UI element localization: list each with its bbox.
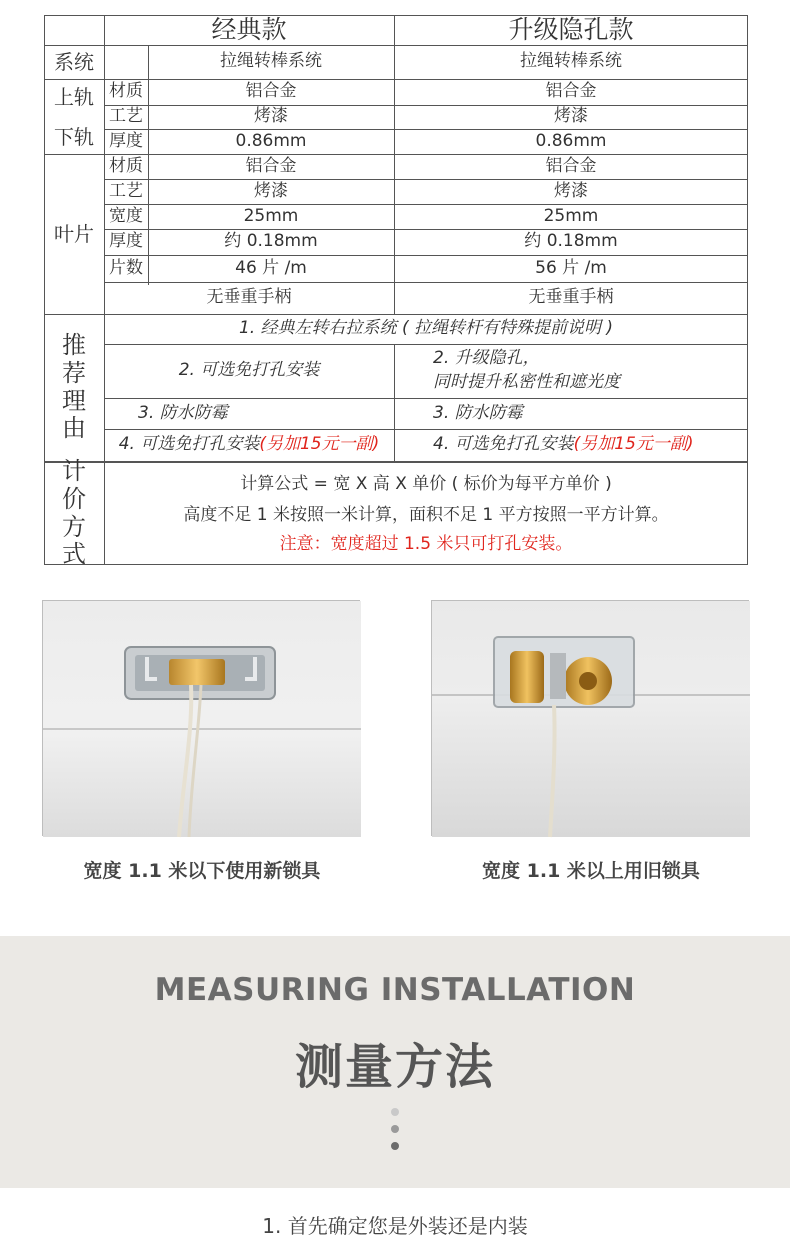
reason-3-classic: 3. 防水防霉 — [138, 402, 228, 423]
system-label: 系统 — [54, 49, 94, 74]
rail-label-bottom: 下轨 — [54, 124, 94, 149]
pricing-note: 注意：宽度超过 1.5 米只可打孔安装。 — [279, 534, 573, 555]
new-lock-caption: 宽度 1.1 米以下使用新锁具 — [83, 860, 321, 882]
rail-classic: 烤漆 — [254, 106, 288, 127]
blade-upgrade: 烤漆 — [554, 180, 588, 201]
blade-upgrade: 25mm — [543, 205, 599, 226]
handle-upgrade: 无垂重手柄 — [528, 287, 614, 308]
old-lock-photo — [431, 600, 749, 836]
blade-attr: 材质 — [109, 155, 143, 176]
blade-upgrade: 约 0.18mm — [524, 231, 618, 252]
reasons-label-char: 理 — [62, 386, 86, 415]
reason-4-extra: (另加15元一副) — [573, 434, 694, 455]
new-lock-illustration — [43, 601, 361, 837]
dot-icon — [391, 1108, 399, 1116]
system-classic: 拉绳转棒系统 — [220, 51, 322, 72]
reason-4-text: 4. 可选免打孔安装 — [433, 434, 574, 455]
system-upgrade: 拉绳转棒系统 — [520, 51, 622, 72]
table-border-bottom — [44, 564, 748, 565]
step-1-text: 1. 首先确定您是外装还是内装 — [262, 1214, 528, 1238]
pricing-formula: 计算公式 = 宽 X 高 X 单价 ( 标价为每平方单价 ) — [240, 474, 612, 495]
col-divider — [394, 344, 395, 461]
rail-upgrade: 烤漆 — [554, 106, 588, 127]
old-lock-illustration — [432, 601, 750, 837]
handle-classic: 无垂重手柄 — [206, 287, 292, 308]
reason-2-classic: 2. 可选免打孔安装 — [178, 360, 320, 381]
old-lock-caption: 宽度 1.1 米以上用旧锁具 — [482, 860, 700, 882]
rail-classic: 铝合金 — [245, 81, 297, 102]
reasons-label-char: 荐 — [62, 358, 86, 387]
rail-attr: 材质 — [109, 81, 143, 102]
blade-label: 叶片 — [54, 221, 94, 246]
pricing-label-char: 方 — [62, 512, 86, 541]
pricing-label — [44, 457, 104, 569]
row-divider — [44, 461, 748, 463]
dot-icon — [391, 1142, 399, 1150]
blade-attr: 工艺 — [109, 180, 143, 201]
rail-upgrade: 0.86mm — [535, 130, 607, 151]
blade-classic: 烤漆 — [254, 180, 288, 201]
measuring-section — [0, 936, 790, 1188]
rail-label-top: 上轨 — [54, 84, 94, 109]
rail-upgrade: 铝合金 — [545, 81, 597, 102]
blade-attr: 片数 — [109, 257, 143, 278]
pricing-label-char: 式 — [62, 540, 86, 569]
header-classic: 经典款 — [211, 15, 287, 45]
rail-attr: 厚度 — [109, 130, 143, 151]
rail-classic: 0.86mm — [235, 130, 307, 151]
measuring-title-cn: 测量方法 — [294, 1039, 495, 1095]
reason-2-upgrade-line1: 2. 升级隐孔， — [433, 348, 540, 369]
header-upgrade: 升级隐孔款 — [508, 15, 634, 45]
blade-upgrade: 铝合金 — [545, 155, 597, 176]
rail-attr: 工艺 — [109, 106, 143, 127]
reasons-label-char: 由 — [62, 414, 86, 443]
spec-table — [44, 15, 748, 569]
measuring-title-en: MEASURING INSTALLATION — [154, 972, 636, 1008]
dot-icon — [391, 1125, 399, 1133]
blade-classic: 25mm — [243, 205, 299, 226]
pricing-label-char: 计 — [62, 457, 86, 486]
reasons-label — [44, 314, 104, 461]
blade-classic: 约 0.18mm — [224, 231, 318, 252]
reason-1: 1. 经典左转右拉系统 ( 拉绳转杆有特殊提前说明 ) — [238, 318, 614, 339]
reason-4-extra: (另加15元一副) — [259, 434, 380, 455]
reason-2-upgrade-line2: 同时提升私密性和遮光度 — [433, 372, 620, 393]
pricing-label-char: 价 — [62, 484, 86, 513]
blade-attr: 宽度 — [109, 205, 143, 226]
reason-4-upgrade — [433, 429, 747, 461]
reason-3-upgrade: 3. 防水防霉 — [433, 402, 523, 423]
blade-upgrade: 56 片 /m — [535, 257, 607, 278]
blade-attr: 厚度 — [109, 231, 143, 252]
blade-classic: 46 片 /m — [235, 257, 307, 278]
blade-classic: 铝合金 — [245, 155, 297, 176]
pricing-rule: 高度不足 1 米按照一米计算，面积不足 1 平方按照一平方计算。 — [183, 505, 669, 526]
reason-4-text: 4. 可选免打孔安装 — [118, 434, 260, 455]
new-lock-photo — [42, 600, 360, 836]
reasons-label-char: 推 — [62, 331, 86, 360]
reason-4-classic — [104, 429, 394, 461]
